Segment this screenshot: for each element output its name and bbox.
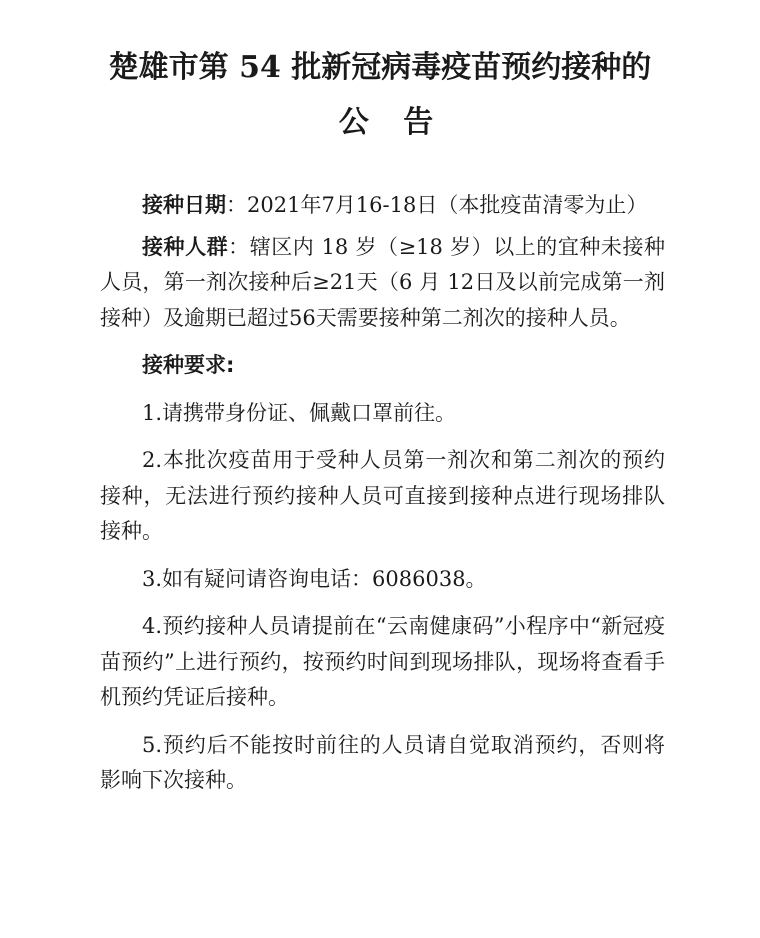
vaccination-date-label: 接种日期 — [142, 193, 226, 217]
vaccination-population-label: 接种人群 — [142, 234, 229, 259]
vaccination-population-paragraph — [100, 230, 665, 337]
notice-body — [100, 188, 665, 805]
requirement-item-3: 3.如有疑问请咨询电话：6086038。 — [142, 566, 487, 591]
requirements-heading: 接种要求: — [142, 353, 235, 377]
requirement-item-2: 2.本批次疫苗用于受种人员第一剂次和第二剂次的预约接种，无法进行预约接种人员可直接到接种点进行现场排队接种。 — [100, 448, 665, 543]
requirement-item-4: 4.预约接种人员请提前在“云南健康码”小程序中“新冠疫苗预约”上进行预约，按预约时间到现场排队，现场将查看手机预约凭证后接种。 — [100, 614, 665, 709]
requirement-item-1: 1.请携带身份证、佩戴口罩前往。 — [142, 400, 457, 425]
page-subtitle: 公 告 — [338, 105, 446, 140]
requirement-item-5: 5.预约后不能按时前往的人员请自觉取消预约，否则将影响下次接种。 — [100, 732, 665, 792]
vaccination-date-paragraph — [100, 188, 665, 224]
vaccination-population-value: ：辖区内 18 岁（≥18 岁）以上的宜种未接种人员，第一剂次接种后≥21天（6 月 12日及以前完成第一剂接种）及逾期已超过56天需要接种第二剂次的接种人员。 — [100, 234, 665, 330]
vaccination-date-value: ：2021年7月16-18日（本批疫苗清零为止） — [226, 193, 648, 217]
page-title: 楚雄市第 54 批新冠病毒疫苗预约接种的 — [108, 50, 652, 85]
